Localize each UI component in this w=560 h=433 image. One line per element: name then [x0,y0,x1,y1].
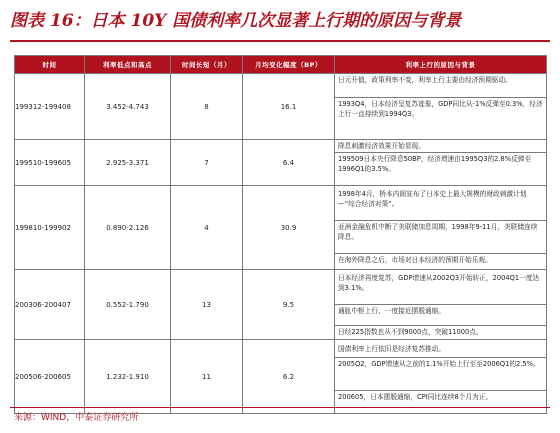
cell-duration: 11 [171,340,243,414]
cell-rate-range: 2.925-3.371 [85,140,171,186]
reason-text: 国债利率上行依旧是经济复苏推动。 [335,343,546,358]
rate-rise-table [14,55,547,414]
header-rate-range: 利率低点和高点 [85,56,171,74]
cell-duration: 4 [171,186,243,270]
cell-reasons [335,340,547,414]
header-reasons: 利率上行的原因与背景 [335,56,547,74]
table-header-row [15,56,547,74]
table-row [15,74,547,140]
cell-rate-range: 0.890-2.126 [85,186,171,270]
header-duration: 时间长短（月） [171,56,243,74]
cell-period: 200506-200605 [15,340,85,414]
source-note: 来源：WIND，中泰证券研究所 [14,413,139,423]
figure-title: 图表 16：日本 10Y 国债利率几次显著上行期的原因与背景 [10,11,462,31]
reason-text: 亚洲金融危机中断了美联储加息周期，1998年9-11月，美联储连续降息。 [335,221,546,254]
cell-reasons [335,74,547,140]
header-period: 时间 [15,56,85,74]
cell-duration: 7 [171,140,243,186]
reason-text: 日元升值，政策利率不变，利率上行主要由经济预期驱动。 [335,74,546,98]
cell-reasons [335,186,547,270]
table-row [15,270,547,340]
cell-duration: 13 [171,270,243,340]
cell-period: 199810-199902 [15,186,85,270]
reason-text: 通胀中枢上行，一度接近摆脱通缩。 [335,305,546,326]
cell-period: 200306-200407 [15,270,85,340]
reason-text: 在海外降息之后，市场对日本经济的预期开始乐观。 [338,255,492,264]
cell-period: 199312-199408 [15,74,85,140]
cell-monthly-change: 9.5 [243,270,335,340]
reason-text: 199509日本央行降息50BP，经济增速由1995Q3的2.8%反弹至1996Q1的3.5%。 [338,155,532,173]
reason-text: 2005Q2，GDP增速从之前的1.1%开始上行至至2006Q1的2.5%。 [335,358,546,391]
cell-period: 199510-199605 [15,140,85,186]
reason-text: 1998年4月，桥本内阁宣布了日本史上最大规模的财政刺激计划—“综合经济对策”。 [335,188,546,221]
cell-rate-range: 1.232-1.910 [85,340,171,414]
reason-text: 降息刺激经济效果开始显现。 [335,140,546,153]
cell-monthly-change: 6.2 [243,340,335,414]
header-monthly-change: 月均变化幅度（BP） [243,56,335,74]
table-row [15,186,547,270]
table-row [15,140,547,186]
reason-text: 日本经济再度复苏，GDP增速从2002Q3开始转正，2004Q1一度达到3.1%。 [335,272,546,305]
cell-rate-range: 3.452-4.743 [85,74,171,140]
cell-reasons [335,140,547,186]
title-divider [10,40,550,42]
table-row [15,340,547,414]
reason-text: 200605，日本摆脱通缩，CPI同比连续8个月为正。 [338,392,493,401]
source-divider [10,407,550,408]
reason-text: 1993Q4，日本经济呈复苏迹象，GDP同比从-1%反弹至0.3%，经济上行一直持续到1994Q3。 [338,100,543,118]
cell-rate-range: 0.552-1.790 [85,270,171,340]
cell-monthly-change: 16.1 [243,74,335,140]
cell-monthly-change: 30.9 [243,186,335,270]
reason-text: 日经225指数也从不到9000点，突破11000点。 [338,327,483,336]
cell-duration: 8 [171,74,243,140]
cell-reasons [335,270,547,340]
cell-monthly-change: 6.4 [243,140,335,186]
